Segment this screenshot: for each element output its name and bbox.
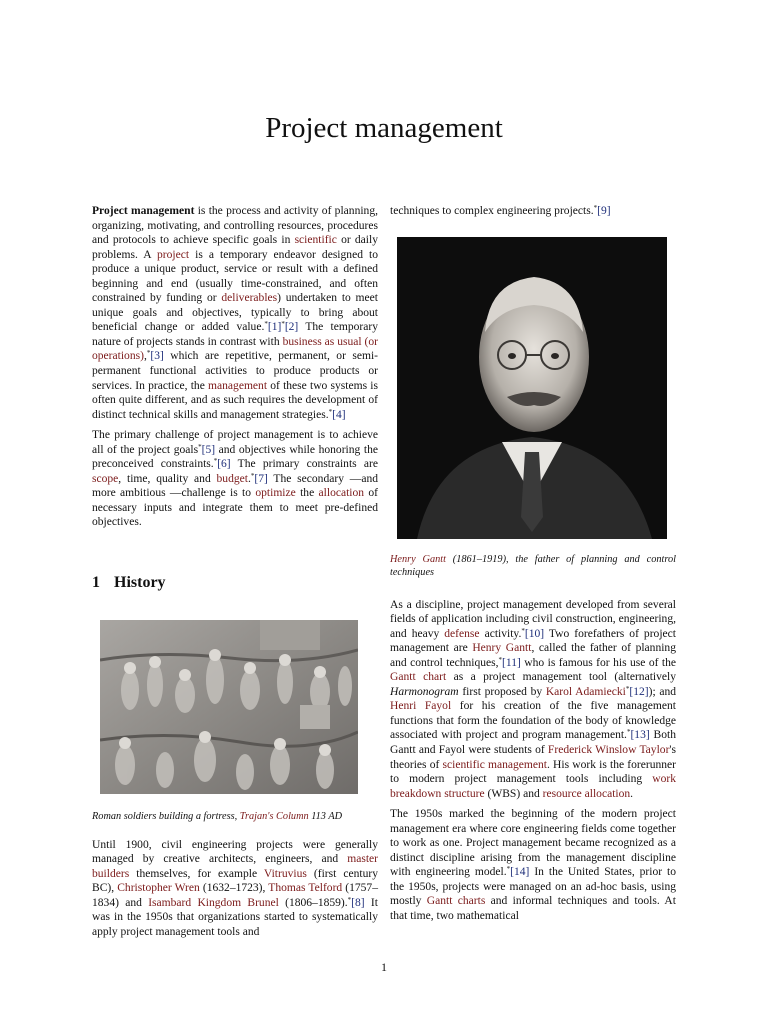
citation-1[interactable]: [1]	[267, 321, 282, 334]
challenge-paragraph	[92, 428, 378, 530]
citation-13[interactable]: [13]	[630, 729, 650, 742]
link-trajans-column[interactable]: Trajan's Column	[239, 811, 309, 822]
continued-paragraph	[390, 204, 676, 219]
text: (first century BC),	[92, 867, 379, 895]
text: 113 AD	[308, 811, 343, 822]
section-number: 1	[92, 574, 100, 591]
right-column	[390, 204, 676, 930]
text: ,	[143, 350, 147, 363]
citation-14[interactable]: [14]	[510, 866, 530, 879]
text: of necessary inputs and integrate them to meet pre-defined objectives.	[92, 487, 379, 529]
text: activity.	[479, 627, 522, 640]
text: The 1950s marked the beginning of the modern project management era where core engineering fields come together to work as one. Project management became recognized as a distinct discipline arising from the management discipline with engineering model.	[390, 808, 676, 879]
ref-marker: *	[281, 320, 285, 329]
text: is the process and activity of planning, organizing, motivating, and controlling resources, procedures and protocols to achieve specific goals in	[92, 205, 378, 247]
link-vitruvius[interactable]: Vitruvius	[263, 867, 307, 880]
history-paragraph	[92, 838, 378, 940]
ref-marker: *	[146, 349, 151, 358]
text: as a project management tool (alternatively	[446, 671, 676, 684]
text: themselves, for example	[129, 867, 264, 880]
text: , called the father of planning and control techniques,	[390, 642, 676, 669]
citation-3[interactable]: [3]	[150, 350, 164, 363]
henry-gantt-portrait	[397, 237, 667, 539]
ref-marker: *	[347, 895, 352, 904]
intro-paragraph	[92, 204, 378, 422]
text: (1861–1919), the father of planning and control techniques	[390, 553, 676, 579]
link-henri-fayol[interactable]: Henri Fayol	[390, 700, 452, 713]
italic-term: Harmonogram	[390, 685, 459, 698]
portrait-image	[397, 237, 667, 539]
link-karol-adamiecki[interactable]: Karol Adamiecki	[545, 685, 626, 698]
ref-marker: *	[250, 471, 255, 480]
citation-9[interactable]: [9]	[597, 205, 611, 217]
discipline-paragraph	[390, 598, 676, 802]
ref-marker: *	[498, 655, 503, 664]
link-project[interactable]: project	[157, 248, 190, 261]
ref-marker: *	[506, 865, 511, 874]
text: ) undertaken to meet unique goals and objectives, typically to bring about beneficial change or added value.	[92, 292, 378, 334]
text: , time, quality and	[118, 472, 217, 485]
text: .	[247, 472, 251, 485]
link-defense[interactable]: defense	[444, 627, 480, 640]
figure-caption-trajan	[92, 810, 378, 824]
link-scientific[interactable]: scientific	[294, 234, 337, 247]
text: first proposed by	[458, 685, 546, 698]
link-taylor[interactable]: Frederick Winslow Taylor	[547, 744, 670, 757]
text: the	[295, 487, 319, 500]
citation-8[interactable]: [8]	[351, 896, 365, 909]
text: In the United States, prior to the 1950s, projects were managed on an ad-hoc basis, using mostly	[390, 866, 676, 908]
citation-10[interactable]: [10]	[524, 627, 545, 640]
text: techniques to complex engineering projects.	[390, 205, 594, 217]
modern-era-paragraph	[390, 807, 676, 923]
text: .	[630, 787, 634, 800]
text: who is famous for his use of the	[520, 656, 676, 669]
text: ); and	[648, 685, 676, 698]
ref-marker: *	[593, 204, 598, 212]
link-wbs[interactable]: work breakdown structure	[390, 773, 676, 800]
link-management[interactable]: management	[208, 379, 268, 392]
page-title: Project management	[265, 112, 503, 144]
text: The primary constraints are	[230, 458, 378, 471]
citation-6[interactable]: [6]	[217, 458, 231, 471]
section-title: History	[114, 574, 166, 591]
text: and informal techniques and tools. At that time, two mathematical	[390, 895, 676, 923]
ref-marker: *	[198, 442, 202, 451]
ref-marker: *	[213, 457, 218, 466]
text: It was in the 1950s that organizations started to systematically apply project management tools and	[92, 896, 378, 938]
link-henry-gantt-caption[interactable]: Henry Gantt	[390, 553, 446, 565]
section-heading-history	[92, 574, 166, 592]
link-business-as-usual[interactable]: business as usual (or operations)	[92, 335, 378, 363]
ref-marker: *	[626, 728, 631, 737]
citation-11[interactable]: [11]	[502, 656, 521, 669]
text: The primary challenge of project management is to achieve all of the project goals	[92, 429, 378, 456]
link-deliverables[interactable]: deliverables	[221, 292, 278, 305]
link-scientific-management[interactable]: scientific management	[442, 758, 547, 771]
text: Until 1900, civil engineering projects were generally managed by creative architects, engineers, and	[92, 838, 378, 866]
ref-marker: *	[328, 407, 333, 416]
link-scope[interactable]: scope	[92, 472, 119, 485]
text: of these two systems is often quite different, and as such requires the development of distinct technical skills and management strategies.	[92, 379, 378, 421]
link-allocation[interactable]: allocation	[318, 487, 365, 500]
text: (1632–1723),	[199, 882, 269, 895]
text: . His work is the forerunner to modern project management tools including	[390, 758, 676, 786]
text: (WBS) and	[484, 787, 543, 800]
link-thomas-telford[interactable]: Thomas Telford	[268, 882, 343, 895]
link-budget[interactable]: budget	[216, 472, 248, 485]
link-resource-allocation[interactable]: resource allocation	[542, 787, 631, 800]
ref-marker: *	[521, 626, 525, 635]
citation-7[interactable]: [7]	[254, 472, 268, 485]
text: which are repetitive, permanent, or semi-permanent functional activities to produce products or services. In practice, the	[92, 350, 378, 392]
left-column-lower	[92, 620, 378, 945]
ref-marker: *	[264, 320, 268, 329]
link-master-builders[interactable]: master builders	[92, 853, 378, 880]
page-number: 1	[381, 960, 387, 974]
text: Roman soldiers building a fortress,	[92, 811, 240, 822]
text: Both Gantt and Fayol were students of	[390, 729, 677, 757]
link-christopher-wren[interactable]: Christopher Wren	[117, 882, 200, 895]
trajans-column-photo	[100, 620, 358, 794]
text: As a discipline, project management developed from several fields of application including civil construction, engineering, and heavy	[390, 598, 676, 640]
text: for his creation of the five management functions that form the foundation of the body of knowledge associated with project and program management.	[390, 700, 676, 742]
bold-term: Project management	[92, 205, 195, 217]
citation-5[interactable]: [5]	[201, 443, 216, 456]
text: or daily problems. A	[92, 234, 378, 261]
text: is a temporary endeavor designed to produce a unique product, service or result with a defined beginning and end (usually time-constrained, and often constrained by funding or	[92, 248, 378, 305]
link-optimize[interactable]: optimize	[255, 487, 296, 500]
ref-marker: *	[625, 684, 630, 693]
text: (1806–1859).	[278, 896, 348, 909]
link-gantt-chart[interactable]: Gantt chart	[390, 671, 447, 684]
citation-4[interactable]: [4]	[332, 408, 346, 421]
link-gantt-charts[interactable]: Gantt charts	[426, 895, 486, 908]
link-brunel[interactable]: Isambard Kingdom Brunel	[148, 896, 279, 909]
text: Two forefathers of project management are	[390, 627, 676, 655]
text: 's theories of	[390, 744, 676, 771]
text: (1757–1834) and	[92, 882, 378, 909]
relief-image	[100, 620, 358, 794]
citation-2[interactable]: [2]	[284, 321, 299, 334]
left-column	[92, 204, 378, 536]
text: The temporary nature of projects stands in contrast with	[92, 321, 378, 348]
figure-caption-gantt	[390, 553, 676, 580]
citation-12[interactable]: [12]	[629, 685, 649, 698]
text: The secondary —and more ambitious —challenge is to	[92, 472, 378, 500]
link-henry-gantt[interactable]: Henry Gantt	[472, 642, 532, 655]
text: and objectives while honoring the preconceived constraints.	[92, 443, 378, 471]
